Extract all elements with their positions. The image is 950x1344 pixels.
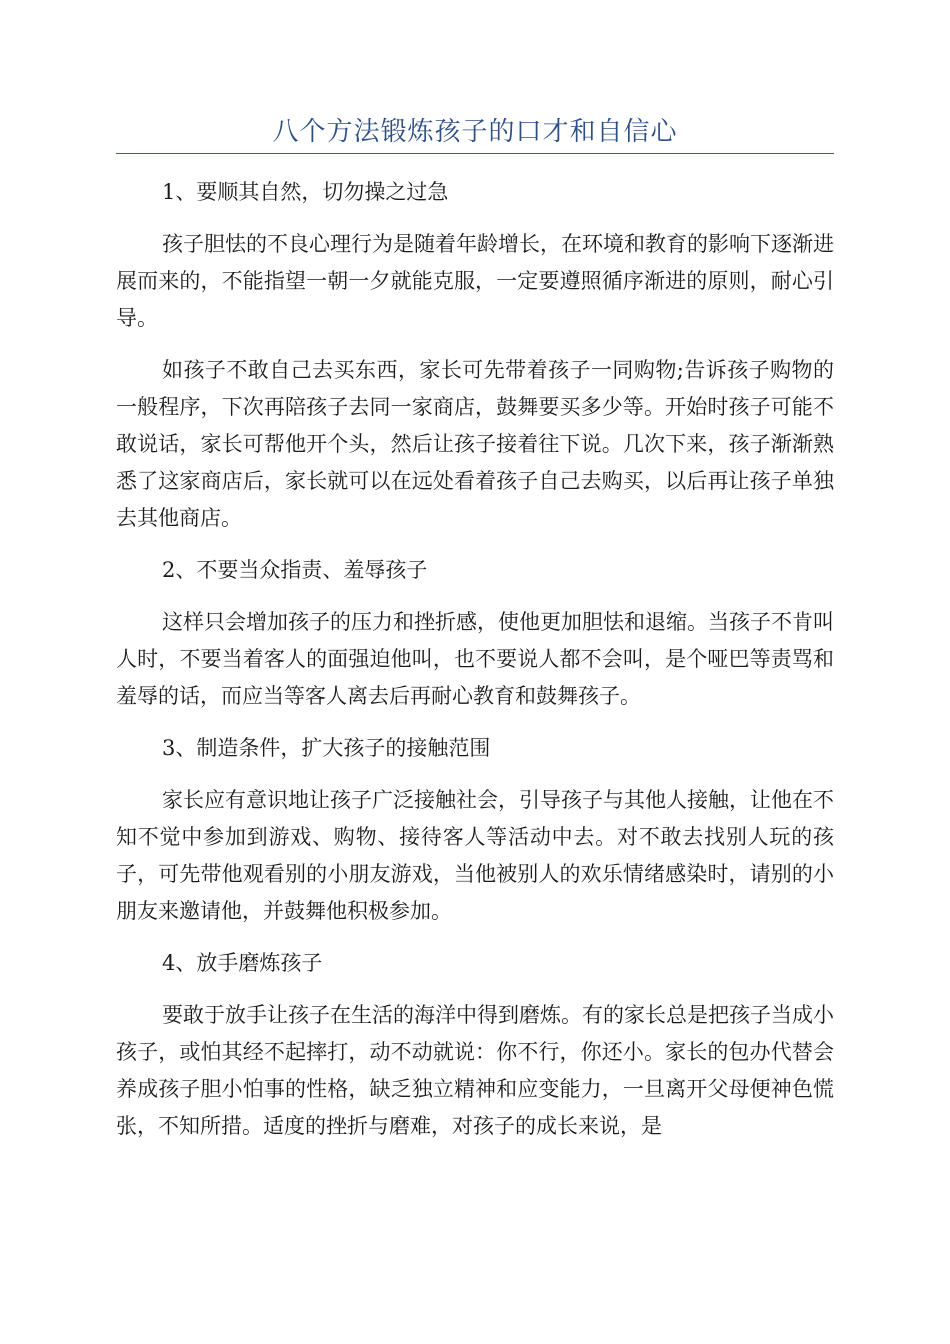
document-body [116,174,834,1160]
section-heading: 4、放手磨炼孩子 [162,951,323,975]
paragraph: 要敢于放手让孩子在生活的海洋中得到磨炼。有的家长总是把孩子当成小孩子，或怕其经不起摔打，动不动就说：你不行，你还小。家长的包办代替会养成孩子胆小怕事的性格，缺乏独立精神和应变能力，一旦离开父母便神色慌张，不知所措。适度的挫折与磨难，对孩子的成长来说，是 [116,1003,834,1138]
paragraph: 孩子胆怯的不良心理行为是随着年龄增长，在环境和教育的影响下逐渐进展而来的，不能指望一朝一夕就能克服，一定要遵照循序渐进的原则，耐心引导。 [116,232,834,330]
section-heading: 1、要顺其自然，切勿操之过急 [162,180,449,204]
document-title: 八个方法锻炼孩子的口才和自信心 [272,117,678,147]
section-heading: 2、不要当众指责、羞辱孩子 [162,558,428,582]
title-underline [116,153,834,154]
paragraph: 如孩子不敢自己去买东西，家长可先带着孩子一同购物;告诉孩子购物的一般程序，下次再陪孩子去同一家商店，鼓舞要买多少等。开始时孩子可能不敢说话，家长可帮他开个头，然后让孩子接着往下说。几次下来，孩子渐渐熟悉了这家商店后，家长就可以在远处看着孩子自己去购买，以后再让孩子单独去其他商店。 [116,358,834,530]
paragraph: 家长应有意识地让孩子广泛接触社会，引导孩子与其他人接触，让他在不知不觉中参加到游戏、购物、接待客人等活动中去。对不敢去找别人玩的孩子，可先带他观看别的小朋友游戏，当他被别人的欢乐情绪感染时，请别的小朋友来邀请他，并鼓舞他积极参加。 [116,788,834,923]
paragraph: 这样只会增加孩子的压力和挫折感，使他更加胆怯和退缩。当孩子不肯叫人时，不要当着客人的面强迫他叫，也不要说人都不会叫，是个哑巴等责骂和羞辱的话，而应当等客人离去后再耐心教育和鼓舞孩子。 [116,610,834,708]
section-heading: 3、制造条件，扩大孩子的接触范围 [162,736,491,760]
